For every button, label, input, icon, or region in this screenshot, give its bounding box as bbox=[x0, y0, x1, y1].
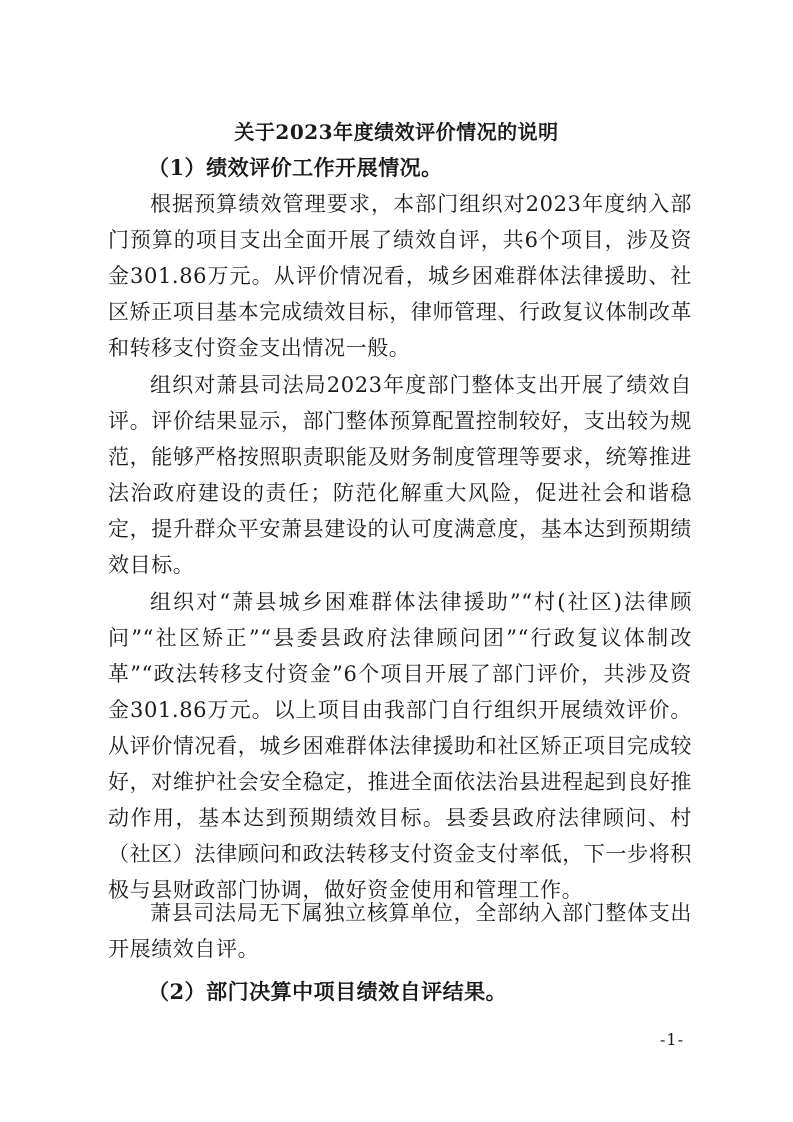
section-heading-1: （1）绩效评价工作开展情况。 bbox=[148, 155, 443, 180]
section-heading-2: （2）部门决算中项目绩效自评结果。 bbox=[148, 979, 508, 1004]
paragraph-3: 组织对“萧县城乡困难群体法律援助”“村(社区)法律顾问”“社区矫正”“县委县政府法律顾问团”“行政复议体制改革”“政法转移支付资金”6个项目开展了部门评价，共涉及资金301.86万元。以上项目由我部门自行组织开展绩效评价。从评价情况看，城乡困难群体法律援助和社区矫正项目完成较好，对维护社会安全稳定，推进全面依法治县进程起到良好推动作用，基本达到预期绩效目标。县委县政府法律顾问、村（社区）法律顾问和政法转移支付资金支付率低，下一步将积极与县财政部门协调，做好资金使用和管理工作。 bbox=[108, 590, 692, 902]
paragraph-4: 萧县司法局无下属独立核算单位，全部纳入部门整体支出开展绩效自评。 bbox=[108, 901, 692, 961]
paragraph-1: 根据预算绩效管理要求，本部门组织对2023年度纳入部门预算的项目支出全面开展了绩效自评，共6个项目，涉及资金301.86万元。从评价情况看，城乡困难群体法律援助、社区矫正项目基本完成绩效目标，律师管理、行政复议体制改革和转移支付资金支出情况一般。 bbox=[108, 192, 692, 360]
document-title: 关于2023年度绩效评价情况的说明 bbox=[234, 120, 559, 144]
page-number: -1- bbox=[660, 1030, 684, 1049]
paragraph-2: 组织对萧县司法局2023年度部门整体支出开展了绩效自评。评价结果显示，部门整体预算配置控制较好，支出较为规范，能够严格按照职责职能及财务制度管理等要求，统筹推进法治政府建设的责任；防范化解重大风险，促进社会和谐稳定，提升群众平安萧县建设的认可度满意度，基本达到预期绩效目标。 bbox=[108, 373, 692, 577]
